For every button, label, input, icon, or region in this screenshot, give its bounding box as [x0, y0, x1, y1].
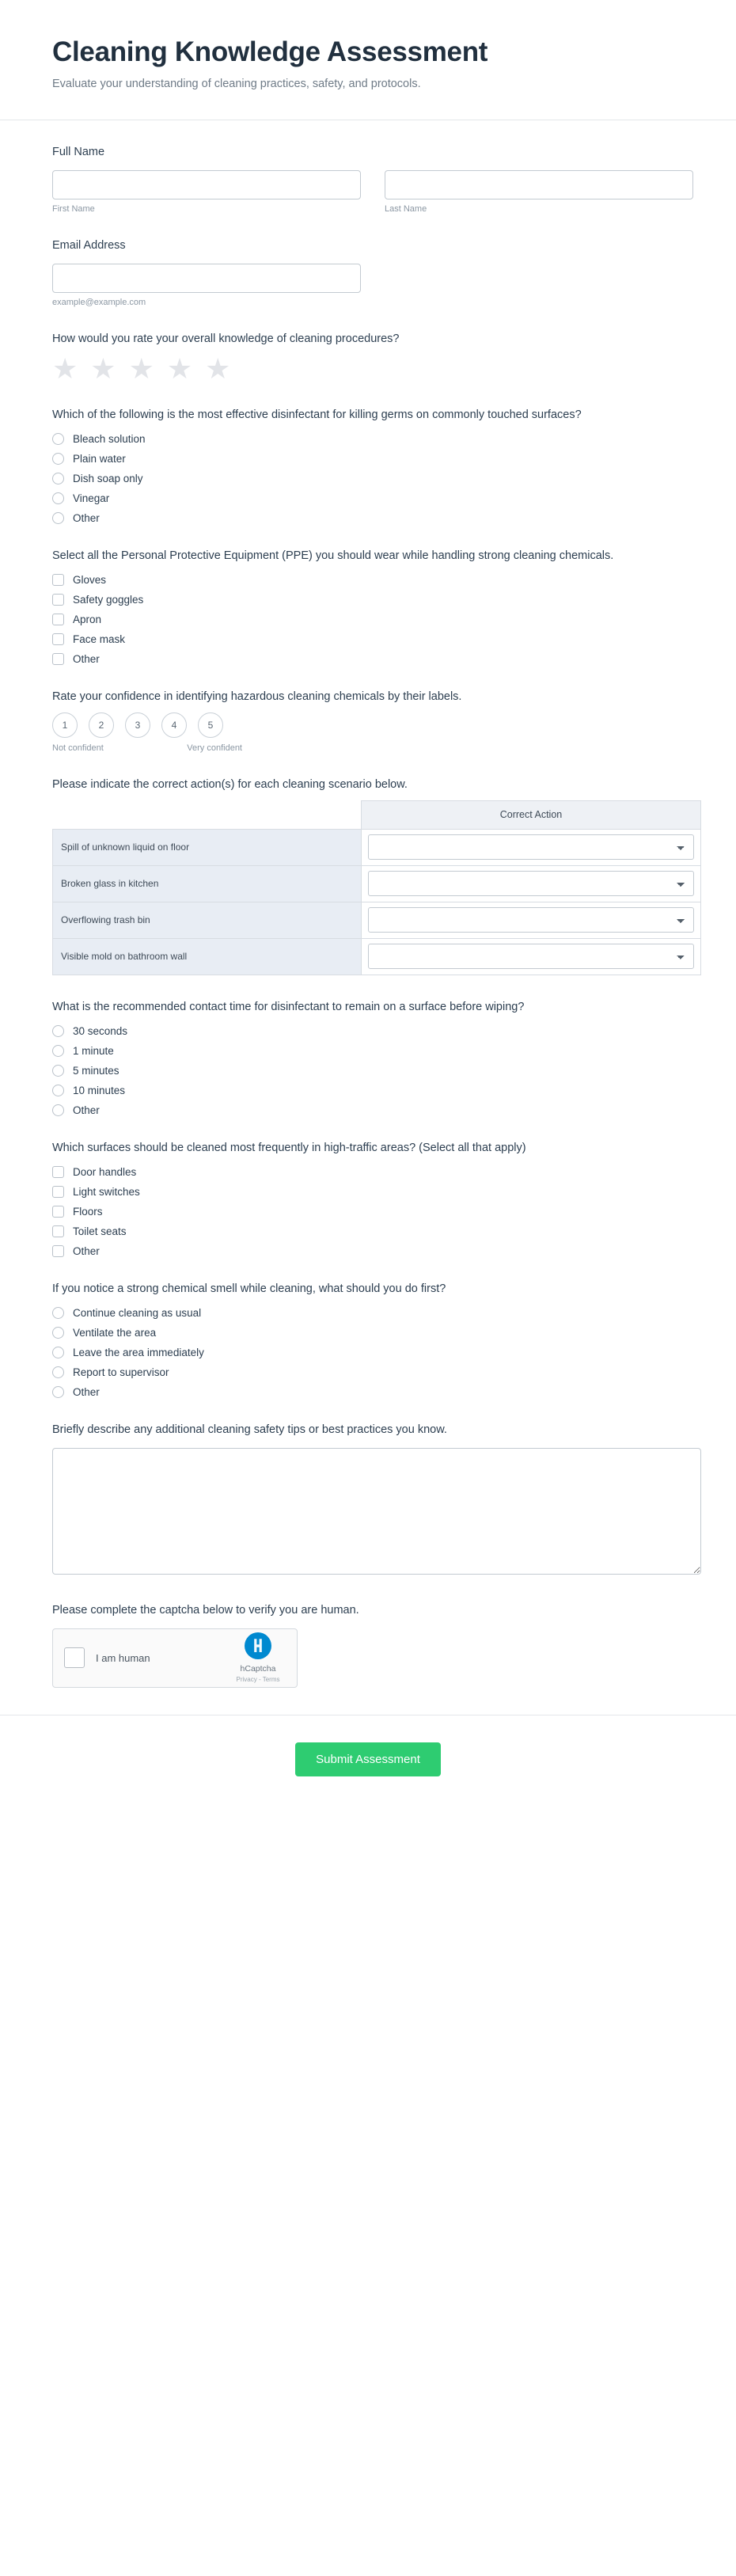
- matrix-cell: [362, 938, 701, 975]
- star-icon-5[interactable]: ★: [205, 351, 231, 385]
- scenario-action-select-2[interactable]: [368, 871, 694, 896]
- option-label: Door handles: [73, 1165, 137, 1178]
- option-label: Other: [73, 1244, 100, 1257]
- field-captcha: [52, 1602, 684, 1688]
- field-high-traffic: [52, 1140, 684, 1257]
- option-label: Vinegar: [73, 492, 110, 504]
- captcha-branding: [230, 1632, 286, 1683]
- radio-icon[interactable]: [52, 473, 64, 484]
- matrix-label: Please indicate the correct action(s) for each cleaning scenario below.: [52, 777, 408, 791]
- scale-option-5[interactable]: 5: [198, 712, 223, 738]
- option-label: Bleach solution: [73, 432, 146, 445]
- matrix-column-header: Correct Action: [362, 800, 701, 829]
- radio-icon[interactable]: [52, 1386, 64, 1398]
- table-row: [53, 902, 701, 938]
- field-email: [52, 237, 684, 307]
- checkbox-option[interactable]: [52, 1166, 684, 1178]
- radio-option[interactable]: [52, 1065, 684, 1077]
- radio-icon[interactable]: [52, 1104, 64, 1116]
- field-matrix: [52, 777, 684, 975]
- radio-option[interactable]: [52, 1045, 684, 1057]
- disinfectant-options: [52, 433, 684, 524]
- scenario-action-select-4[interactable]: [368, 944, 694, 969]
- star-icon-2[interactable]: ★: [90, 351, 116, 385]
- confidence-scale: [52, 712, 684, 738]
- captcha-label: Please complete the captcha below to verify you are human.: [52, 1603, 359, 1617]
- matrix-row-label: Broken glass in kitchen: [53, 865, 362, 902]
- checkbox-icon[interactable]: [52, 1225, 64, 1237]
- hcaptcha-terms-link[interactable]: Privacy - Terms: [236, 1676, 280, 1684]
- scale-high-label: Very confident: [187, 743, 242, 753]
- chemical-smell-options: [52, 1307, 684, 1398]
- scenario-action-select-1[interactable]: [368, 834, 694, 860]
- table-header-row: [53, 800, 701, 829]
- form-header: [0, 0, 736, 120]
- option-label: Plain water: [73, 452, 126, 465]
- option-label: Gloves: [73, 573, 107, 586]
- option-label: 10 minutes: [73, 1084, 126, 1096]
- option-label: Other: [73, 652, 100, 665]
- matrix-row-label: Overflowing trash bin: [53, 902, 362, 938]
- option-label: Safety goggles: [73, 593, 144, 606]
- page-subtitle: Evaluate your understanding of cleaning practices, safety, and protocols.: [52, 78, 421, 91]
- star-icon-4[interactable]: ★: [166, 351, 193, 385]
- option-label: Other: [73, 1385, 100, 1398]
- matrix-cell: [362, 902, 701, 938]
- option-label: Apron: [73, 613, 102, 625]
- option-label: Report to supervisor: [73, 1366, 169, 1378]
- field-chemical-smell: [52, 1281, 684, 1398]
- high-traffic-label: Which surfaces should be cleaned most frequently in high-traffic areas? (Select all that apply): [52, 1141, 526, 1154]
- field-contact-time: [52, 999, 684, 1116]
- matrix-cell: [362, 829, 701, 865]
- email-input[interactable]: [52, 264, 361, 293]
- option-label: 30 seconds: [73, 1024, 128, 1037]
- radio-icon[interactable]: [52, 492, 64, 504]
- option-label: Toilet seats: [73, 1225, 127, 1237]
- submit-button[interactable]: Submit Assessment: [295, 1742, 441, 1776]
- star-icon-1[interactable]: ★: [52, 351, 78, 385]
- form-footer: [0, 1715, 736, 1811]
- radio-icon[interactable]: [52, 433, 64, 445]
- scenario-matrix-table: [52, 800, 701, 975]
- matrix-row-label: Visible mold on bathroom wall: [53, 938, 362, 975]
- checkbox-icon[interactable]: [52, 614, 64, 625]
- table-row: [53, 865, 701, 902]
- option-label: Floors: [73, 1205, 103, 1218]
- radio-icon[interactable]: [52, 1366, 64, 1378]
- option-label: Ventilate the area: [73, 1326, 157, 1339]
- captcha-checkbox[interactable]: [64, 1647, 85, 1668]
- option-label: Leave the area immediately: [73, 1346, 204, 1358]
- checkbox-option-other[interactable]: [52, 1245, 684, 1257]
- radio-option[interactable]: [52, 473, 684, 484]
- checkbox-option-other[interactable]: [52, 653, 684, 665]
- field-disinfectant: [52, 407, 684, 524]
- field-confidence: [52, 689, 684, 753]
- option-label: Other: [73, 1104, 100, 1116]
- matrix-corner: [53, 800, 362, 829]
- scale-option-3[interactable]: 3: [125, 712, 150, 738]
- scenario-action-select-3[interactable]: [368, 907, 694, 933]
- radio-option-other[interactable]: [52, 1386, 684, 1398]
- page-title: Cleaning Knowledge Assessment: [52, 36, 488, 67]
- scale-option-2[interactable]: 2: [89, 712, 114, 738]
- confidence-label: Rate your confidence in identifying hazardous cleaning chemicals by their labels.: [52, 690, 462, 703]
- radio-option[interactable]: [52, 433, 684, 445]
- checkbox-icon[interactable]: [52, 1186, 64, 1198]
- scale-option-1[interactable]: 1: [52, 712, 78, 738]
- option-label: Other: [73, 511, 100, 524]
- checkbox-option[interactable]: [52, 1206, 684, 1218]
- chemical-smell-label: If you notice a strong chemical smell while cleaning, what should you do first?: [52, 1282, 446, 1295]
- email-sublabel: example@example.com: [52, 297, 146, 307]
- checkbox-icon[interactable]: [52, 633, 64, 645]
- radio-option[interactable]: [52, 1327, 684, 1339]
- checkbox-icon[interactable]: [52, 574, 64, 586]
- safety-tips-textarea[interactable]: [52, 1448, 701, 1575]
- first-name-sublabel: First Name: [52, 203, 95, 214]
- ppe-label: Select all the Personal Protective Equipment (PPE) you should wear while handling strong cleaning chemicals.: [52, 549, 614, 562]
- disinfectant-label: Which of the following is the most effective disinfectant for killing germs on commonly touched surfaces?: [52, 408, 582, 421]
- radio-icon[interactable]: [52, 453, 64, 465]
- field-rating: [52, 331, 684, 383]
- table-row: [53, 829, 701, 865]
- checkbox-icon[interactable]: [52, 1166, 64, 1178]
- full-name-label: Full Name: [52, 145, 105, 158]
- checkbox-option[interactable]: [52, 1225, 684, 1237]
- contact-time-options: [52, 1025, 684, 1116]
- hcaptcha-logo-icon: [245, 1632, 271, 1659]
- form-body: [0, 120, 736, 1688]
- scale-option-4[interactable]: 4: [161, 712, 187, 738]
- radio-option-other[interactable]: [52, 512, 684, 524]
- radio-option[interactable]: [52, 1307, 684, 1319]
- captcha-checkbox-label: I am human: [96, 1651, 150, 1664]
- radio-icon[interactable]: [52, 1085, 64, 1096]
- option-label: Face mask: [73, 633, 126, 645]
- last-name-input[interactable]: [385, 170, 693, 199]
- hcaptcha-brand-name: hCaptcha: [240, 1664, 276, 1674]
- field-ppe: [52, 548, 684, 665]
- contact-time-label: What is the recommended contact time for disinfectant to remain on a surface before wiping?: [52, 1000, 525, 1013]
- field-full-name: [52, 144, 684, 214]
- radio-option[interactable]: [52, 1085, 684, 1096]
- checkbox-option[interactable]: [52, 1186, 684, 1198]
- safety-tips-label: Briefly describe any additional cleaning safety tips or best practices you know.: [52, 1423, 447, 1436]
- radio-icon[interactable]: [52, 1347, 64, 1358]
- radio-option-other[interactable]: [52, 1104, 684, 1116]
- checkbox-option[interactable]: [52, 633, 684, 645]
- first-name-input[interactable]: [52, 170, 361, 199]
- option-label: 1 minute: [73, 1044, 114, 1057]
- email-label: Email Address: [52, 238, 126, 252]
- scale-legend: [52, 743, 242, 753]
- radio-option[interactable]: [52, 453, 684, 465]
- radio-icon[interactable]: [52, 512, 64, 524]
- radio-icon[interactable]: [52, 1327, 64, 1339]
- matrix-row-label: Spill of unknown liquid on floor: [53, 829, 362, 865]
- checkbox-icon[interactable]: [52, 653, 64, 665]
- high-traffic-options: [52, 1166, 684, 1257]
- table-row: [53, 938, 701, 975]
- checkbox-option[interactable]: [52, 614, 684, 625]
- star-rating[interactable]: [52, 351, 684, 385]
- radio-option[interactable]: [52, 492, 684, 504]
- option-label: Continue cleaning as usual: [73, 1306, 202, 1319]
- matrix-cell: [362, 865, 701, 902]
- radio-icon[interactable]: [52, 1065, 64, 1077]
- last-name-sublabel: Last Name: [385, 203, 427, 214]
- radio-option[interactable]: [52, 1366, 684, 1378]
- radio-option[interactable]: [52, 1025, 684, 1037]
- captcha-widget[interactable]: [52, 1628, 298, 1688]
- checkbox-icon[interactable]: [52, 594, 64, 606]
- option-label: Light switches: [73, 1185, 140, 1198]
- checkbox-option[interactable]: [52, 574, 684, 586]
- radio-icon[interactable]: [52, 1025, 64, 1037]
- radio-icon[interactable]: [52, 1307, 64, 1319]
- ppe-options: [52, 574, 684, 665]
- checkbox-icon[interactable]: [52, 1206, 64, 1218]
- radio-option[interactable]: [52, 1347, 684, 1358]
- rating-label: How would you rate your overall knowledge of cleaning procedures?: [52, 332, 400, 345]
- star-icon-3[interactable]: ★: [128, 351, 154, 385]
- field-safety-tips: [52, 1422, 684, 1579]
- checkbox-icon[interactable]: [52, 1245, 64, 1257]
- radio-icon[interactable]: [52, 1045, 64, 1057]
- scale-low-label: Not confident: [52, 743, 104, 753]
- option-label: 5 minutes: [73, 1064, 120, 1077]
- option-label: Dish soap only: [73, 472, 143, 484]
- checkbox-option[interactable]: [52, 594, 684, 606]
